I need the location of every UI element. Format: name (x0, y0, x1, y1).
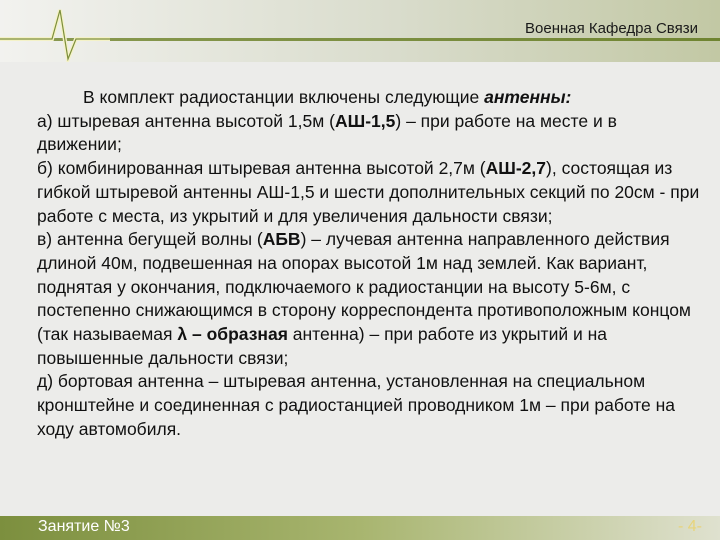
item-c-text-end: антенна) – при работе из укрытий и на повышенные дальности связи; (37, 324, 608, 368)
item-a-text: а) штыревая антенна высотой 1,5м ( (37, 110, 335, 131)
pulse-signal-icon (0, 0, 110, 62)
lesson-number: Занятие №3 (38, 518, 130, 535)
header-title: Военная Кафедра Связи (525, 20, 698, 37)
item-a-code: АШ-1,5 (334, 110, 396, 131)
item-b (37, 157, 705, 228)
item-b-code: АШ-2,7 (485, 158, 547, 179)
item-c-code: АБВ (262, 229, 301, 250)
intro-text: В комплект радиостанции включены следующие (83, 87, 485, 107)
item-b-text: б) комбинированная штыревая антенна высотой 2,7м ( (37, 158, 486, 179)
item-b-text-end: ), состоящая из гибкой штыревой антенны АШ-1,5 и шести дополнительных секций по 20см - при работе с места, из укрытий и для увеличения дальности связи; (37, 158, 700, 226)
page-number: - 4- (678, 518, 702, 535)
slide-body-text (37, 86, 705, 442)
item-c (37, 228, 705, 370)
intro-emphasis: антенны: (484, 87, 572, 107)
intro-paragraph (37, 86, 705, 110)
slide-header (0, 0, 720, 62)
item-c-lambda: λ – образная (177, 324, 288, 345)
item-d (37, 370, 705, 441)
item-c-text: в) антенна бегущей волны ( (37, 229, 263, 250)
item-c-text-mid: ) – лучевая антенна направленного действия длиной 40м, подвешенная на опорах высотой 1м над землей. Как вариант, поднятая у окончания, подключаемого к радиостанции на высоту 5-6м, с постепенно снижающимся в сторону корреспондента противоположным концом (так называемая (37, 229, 691, 345)
item-a (37, 110, 705, 157)
item-a-text-end: ) – при работе на месте и в движении; (37, 110, 617, 155)
slide-footer (0, 516, 720, 540)
item-d-text: д) бортовая антенна – штыревая антенна, установленная на специальном кронштейне и соединенная с радиостанцией проводником 1м – при работе на ходу автомобиля. (37, 371, 676, 439)
